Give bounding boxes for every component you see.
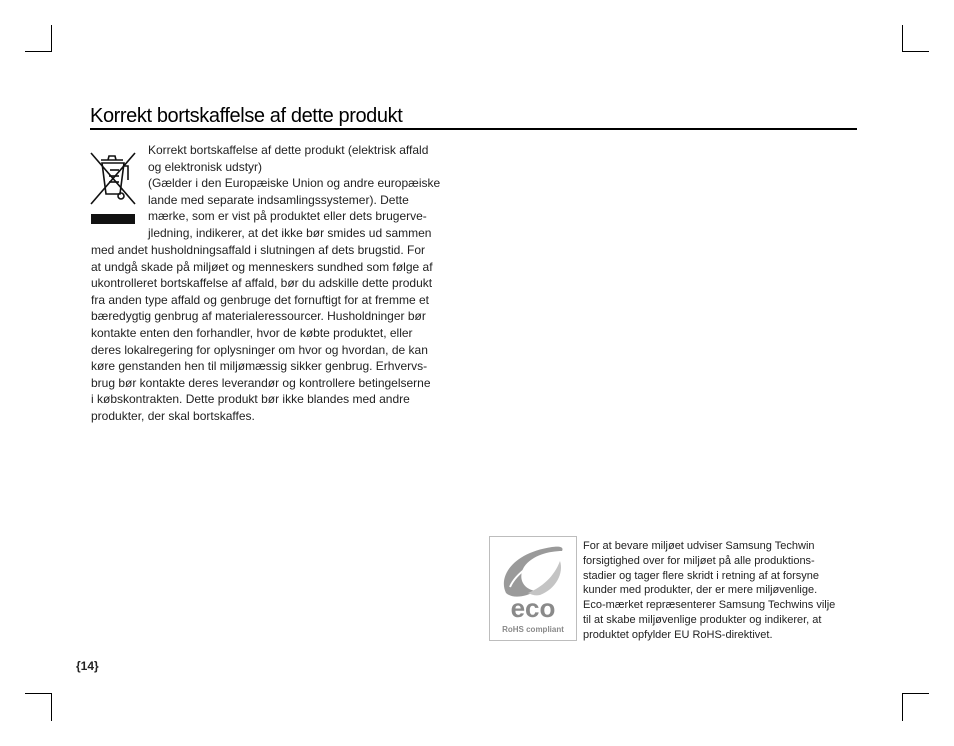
disposal-body [91, 242, 433, 425]
crop-mark-bottom-left-h [25, 693, 52, 694]
text-line: med andet husholdningsaffald i slutningen af dets brugstid. For [91, 243, 425, 257]
crop-mark-top-right-h [902, 51, 929, 52]
disposal-intro [148, 142, 440, 242]
eco-leaf-logo [489, 536, 577, 641]
text-line: bæredygtig genbrug af materialeressourcer. Husholdninger bør [91, 309, 426, 324]
text-line: (Gælder i den Europæiske Union og andre europæiske [148, 176, 441, 191]
text-line: deres lokalregering for oplysninger om hvor og hvordan, de kan [91, 342, 428, 357]
text-line: stadier og tager flere skridt i retning af at forsyne [583, 569, 820, 582]
text-line: lande med separate indsamlingssystemer). Dette [148, 192, 409, 207]
eco-logo-caption: RoHS compliant [502, 625, 564, 634]
page-title: Korrekt bortskaffelse af dette produkt [90, 104, 857, 130]
text-line: For at bevare miljøet udviser Samsung Techwin [583, 540, 815, 552]
text-line: forsigtighed over for miljøet på alle produktions- [583, 554, 815, 567]
text-line: i købskontrakten. Dette produkt bør ikke blandes med andre [91, 392, 410, 407]
crop-mark-bottom-right-v [902, 693, 903, 721]
text-line: at undgå skade på miljøet og menneskers sundhed som følge af [91, 259, 433, 274]
crossed-out-wheelie-bin-icon [88, 150, 138, 230]
text-line: produktet opfylder EU RoHS-direktivet. [583, 628, 773, 641]
text-line: mærke, som er vist på produktet eller dets brugerve- [148, 209, 427, 224]
eco-logo-word: eco [510, 593, 556, 623]
text-line: kontakte enten den forhandler, hvor de købte produktet, eller [91, 325, 413, 340]
crop-mark-top-left-v [51, 25, 52, 52]
text-line: til at skabe miljøvenlige produkter og indikerer, at [583, 613, 822, 626]
eco-description [583, 539, 835, 643]
text-line: kunder med produkter, der er mere miljøvenlige. [583, 584, 818, 597]
text-line: ukontrolleret bortskaffelse af affald, bør du adskille dette produkt [91, 276, 433, 291]
crop-mark-top-right-v [902, 25, 903, 52]
text-line: køre genstanden hen til miljømæssig sikker genbrug. Erhvervs- [91, 359, 428, 374]
crop-mark-bottom-right-h [902, 693, 929, 694]
text-line: Korrekt bortskaffelse af dette produkt (elektrisk affald [148, 143, 429, 157]
text-line: og elektronisk udstyr) [148, 159, 263, 174]
page-number: {14} [76, 659, 99, 673]
text-line: jledning, indikerer, at det ikke bør smides ud sammen [148, 225, 432, 240]
crop-mark-bottom-left-v [51, 693, 52, 721]
crop-mark-top-left-h [25, 51, 52, 52]
text-line: Eco-mærket repræsenterer Samsung Techwins vilje [583, 599, 836, 612]
text-line: produkter, der skal bortskaffes. [91, 408, 255, 423]
text-line: brug bør kontakte deres leverandør og kontrollere betingelserne [91, 375, 431, 390]
text-line: fra anden type affald og genbruge det fornuftigt for at fremme et [91, 292, 429, 307]
